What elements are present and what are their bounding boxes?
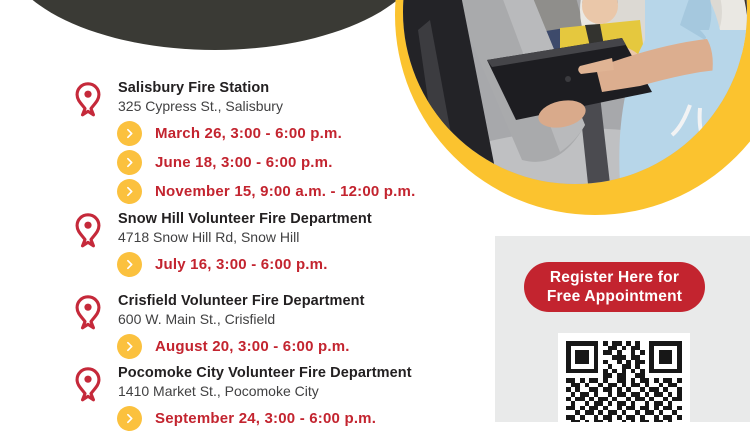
event-date-row xyxy=(117,179,415,204)
qr-code-modules xyxy=(566,341,682,422)
chevron-right-icon xyxy=(117,406,142,431)
chevron-right-icon xyxy=(117,252,142,277)
event-date: July 16, 3:00 - 6:00 p.m. xyxy=(155,255,328,273)
event-date: August 20, 3:00 - 6:00 p.m. xyxy=(155,337,350,355)
event-date: September 24, 3:00 - 6:00 p.m. xyxy=(155,409,377,427)
registration-panel xyxy=(495,236,750,422)
event-date: November 15, 9:00 a.m. - 12:00 p.m. xyxy=(155,182,416,200)
station-item-pocomoke xyxy=(73,366,412,431)
station-address: 4718 Snow Hill Rd, Snow Hill xyxy=(118,229,300,245)
station-address: 325 Cypress St., Salisbury xyxy=(118,98,283,114)
register-button[interactable] xyxy=(524,262,705,312)
station-name: Snow Hill Volunteer Fire Department xyxy=(118,211,372,227)
location-pin-icon xyxy=(73,213,103,249)
station-address: 1410 Market St., Pocomoke City xyxy=(118,383,319,399)
station-name: Pocomoke City Volunteer Fire Department xyxy=(118,365,412,381)
event-date-row xyxy=(117,252,372,277)
station-name: Salisbury Fire Station xyxy=(118,80,270,96)
location-pin-icon xyxy=(73,82,103,118)
event-date-row xyxy=(117,334,365,359)
location-pin-icon xyxy=(73,367,103,403)
event-date: March 26, 3:00 - 6:00 p.m. xyxy=(155,124,342,142)
chevron-right-icon xyxy=(117,150,142,175)
qr-code xyxy=(558,333,690,422)
register-button-line2: Free Appointment xyxy=(546,288,683,305)
station-item-salisbury xyxy=(73,81,415,204)
event-date: June 18, 3:00 - 6:00 p.m. xyxy=(155,153,333,171)
chevron-right-icon xyxy=(117,121,142,146)
station-item-crisfield xyxy=(73,294,365,359)
event-date-row xyxy=(117,406,412,431)
event-date-row xyxy=(117,150,415,175)
chevron-right-icon xyxy=(117,179,142,204)
station-name: Crisfield Volunteer Fire Department xyxy=(118,293,365,309)
register-button-line1: Register Here for xyxy=(549,269,680,286)
station-address: 600 W. Main St., Crisfield xyxy=(118,311,276,327)
chevron-right-icon xyxy=(117,334,142,359)
top-dark-ellipse xyxy=(3,0,427,50)
event-date-row xyxy=(117,121,415,146)
station-item-snow-hill xyxy=(73,212,372,277)
location-pin-icon xyxy=(73,295,103,331)
